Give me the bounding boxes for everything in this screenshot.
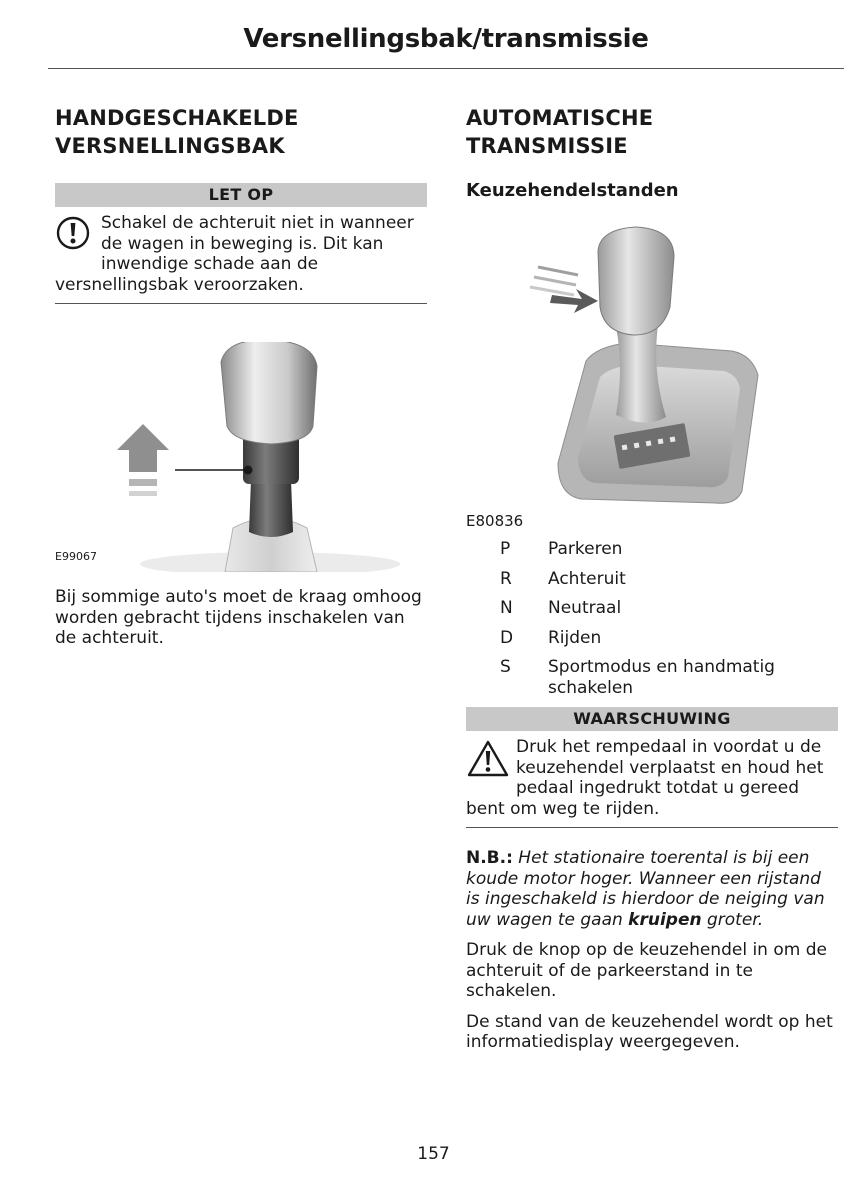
figure-manual-gearshift xyxy=(55,342,427,587)
selector-lever-illustration xyxy=(466,207,838,507)
selector-positions-list xyxy=(466,539,838,698)
section-title-line: AUTOMATISCHE xyxy=(466,106,654,130)
list-item xyxy=(466,657,838,698)
section-title-manual xyxy=(55,104,427,160)
section-title-automatic xyxy=(466,104,838,160)
button-paragraph: Druk de knop op de keuzehendel in om de achteruit of de parkeerstand in te schakelen. xyxy=(466,940,827,1001)
position-description: Neutraal xyxy=(548,598,622,618)
page-title: Versnellingsbak/transmissie xyxy=(243,24,649,54)
note-keyword: kruipen xyxy=(628,909,702,930)
note-lead: N.B.: xyxy=(466,848,513,868)
left-column xyxy=(55,104,427,649)
position-description: Parkeren xyxy=(548,539,623,559)
section-title-line: VERSNELLINGSBAK xyxy=(55,134,285,158)
page-number: 157 xyxy=(417,1144,450,1164)
list-item xyxy=(466,569,838,590)
figure-code: E99067 xyxy=(55,550,97,563)
warning-triangle-icon xyxy=(466,739,510,779)
warning-notice xyxy=(466,731,838,828)
gear-knob-illustration xyxy=(55,342,427,572)
page-header xyxy=(48,22,844,69)
display-paragraph: De stand van de keuzehendel wordt op het informatiedisplay weergegeven. xyxy=(466,1011,833,1052)
note-text: Het stationaire toerental is bij een koude motor hoger. Wanneer een rijstand is ingeschakeld is hierdoor de neiging van uw wagen te gaan xyxy=(466,848,825,930)
right-column xyxy=(466,104,838,1053)
position-letter: N xyxy=(500,598,513,618)
position-letter: D xyxy=(500,627,514,648)
exclamation-circle-icon xyxy=(55,215,95,255)
position-description: Achteruit xyxy=(548,568,626,589)
position-letter: P xyxy=(500,539,511,559)
section-title-line: TRANSMISSIE xyxy=(466,134,628,158)
position-description: Sportmodus en handmatig schakelen xyxy=(548,657,775,698)
caution-label: LET OP xyxy=(55,183,427,207)
caution-text: Schakel de achteruit niet in wanneer de wagen in beweging is. Dit kan inwendige schade aan de versnellingsbak veroorzaken. xyxy=(55,213,414,295)
warning-text: Druk het rempedaal in voordat u de keuzehendel verplaatst en houd het pedaal ingedrukt totdat u gereed bent om weg te rijden. xyxy=(466,737,824,819)
note-text: groter. xyxy=(701,909,764,930)
warning-label: WAARSCHUWING xyxy=(466,707,838,731)
list-item xyxy=(466,598,838,619)
subsection-title: Keuzehendelstanden xyxy=(466,180,679,201)
list-item xyxy=(466,539,838,560)
collar-paragraph: Bij sommige auto's moet de kraag omhoog worden gebracht tijdens inschakelen van de achteruit. xyxy=(55,587,422,648)
section-title-line: HANDGESCHAKELDE xyxy=(55,106,299,130)
position-letter: R xyxy=(500,568,512,589)
position-letter: S xyxy=(500,657,511,677)
caution-notice xyxy=(55,207,427,304)
position-description: Rijden xyxy=(548,627,602,648)
note-paragraph xyxy=(466,848,838,930)
figure-selector-lever xyxy=(466,207,838,539)
figure-code: E80836 xyxy=(466,512,524,530)
list-item xyxy=(466,628,838,649)
